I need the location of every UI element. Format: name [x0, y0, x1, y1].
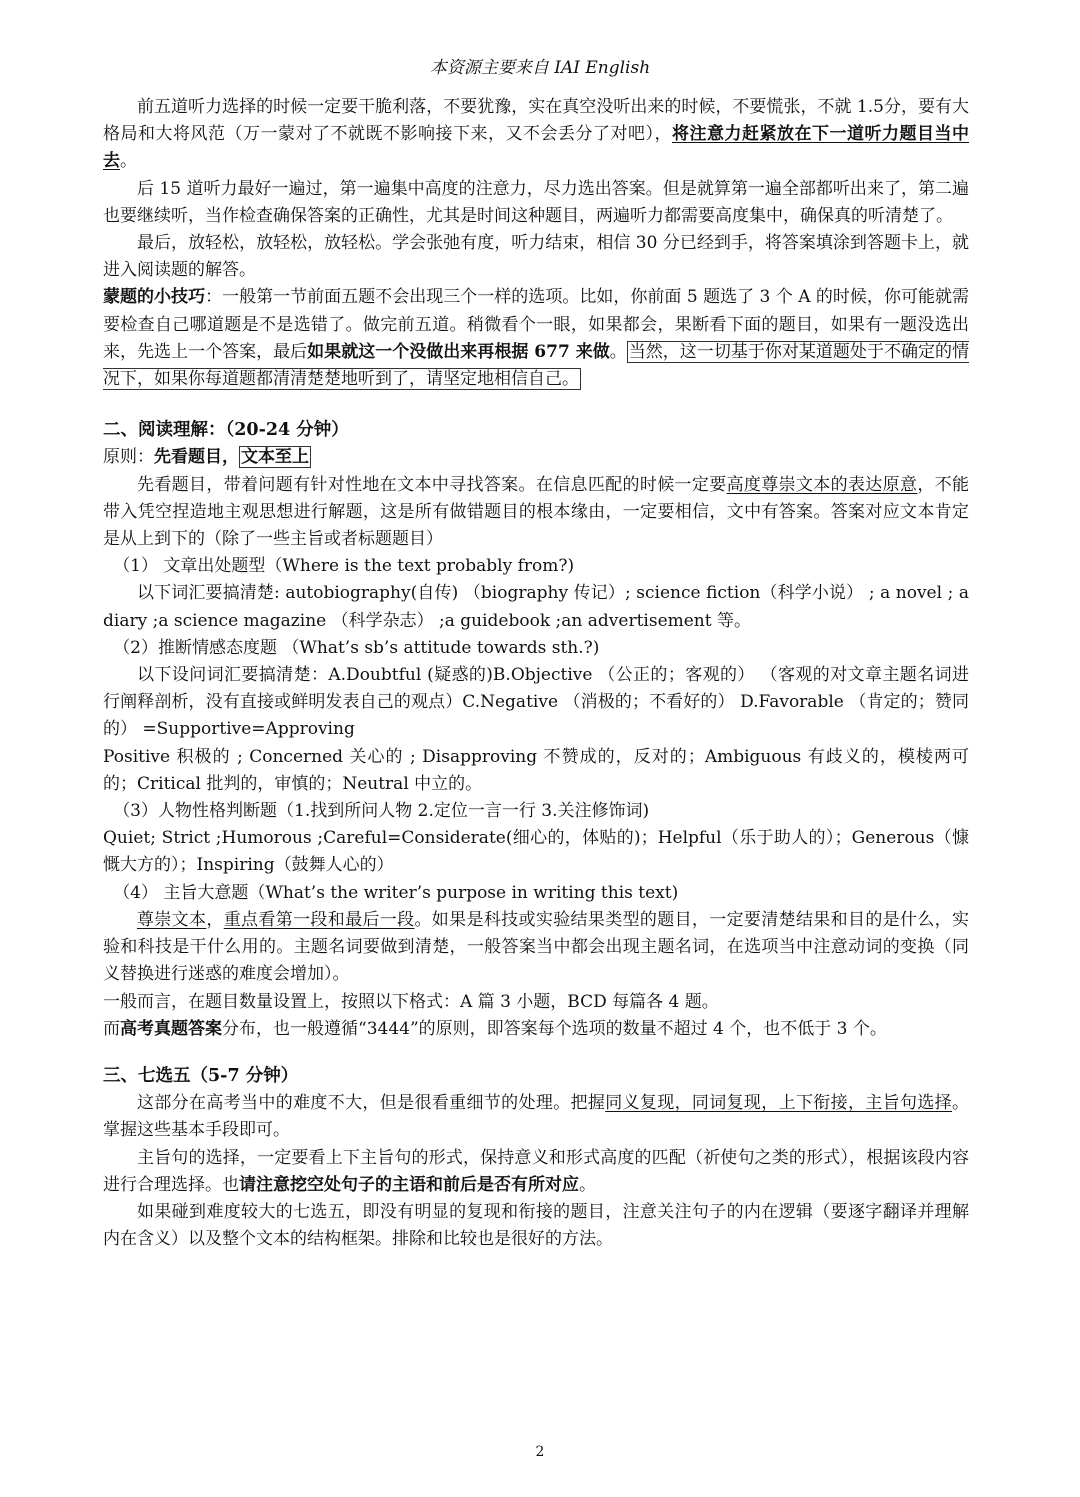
- reading-principle: [103, 444, 969, 471]
- question-type-4-title: （4） 主旨大意题（What’s the writer’s purpose in writing this text): [113, 882, 679, 903]
- page-number: 2: [535, 1444, 545, 1460]
- text-run: 。: [120, 151, 137, 172]
- text-run: ，: [206, 909, 224, 930]
- underlined-text: 尊崇文本: [137, 909, 207, 930]
- principle-label: 原则：: [103, 447, 154, 468]
- page-header: 本资源主要来自 IAI English: [429, 58, 651, 78]
- question-type-2-body-continued: Positive 积极的 ; Concerned 关心的 ; Disapproving 不赞成的，反对的；Ambiguous 有歧义的，模棱两可的；Critical 批判的，审慎的；Neutral 中立的。: [103, 746, 969, 794]
- text-run: 前五道听力选择的时候一定要干脆利落，不要犹豫，实在真空没听出来的时候，不要慌张，不就 1.5分，要有大格局和大将风范（万一蒙对了不就既不影响接下来，又不会丢分了对吧），: [103, 97, 969, 145]
- text-run: 。: [609, 341, 627, 362]
- spacer: [103, 1043, 969, 1063]
- text-run: 。: [579, 1174, 596, 1195]
- text-run: 分布，也一般遵循“3444”的原则，即答案每个选项的数量不超过 4 个，也不低于 3 个。: [222, 1018, 887, 1039]
- text-run: 。掌握这些基本手段即可。: [103, 1093, 970, 1141]
- underlined-text: 同义复现，同词复现，上下衔接，主旨句选择: [605, 1093, 953, 1114]
- question-count-note: 一般而言，在题目数量设置上，按照以下格式：A 篇 3 小题，BCD 每篇各 4 题。: [103, 991, 719, 1012]
- question-type-3-body: Quiet; Strict ;Humorous ;Careful=Considerate(细心的，体贴的)；Helpful（乐于助人的）；Generous（慷慨大方的）；Inspiring（鼓舞人心的）: [103, 828, 969, 876]
- listening-paragraph-2: 后 15 道听力最好一遍过，第一遍集中高度的注意力，尽力选出答案。但是就算第一遍全部都听出来了，第二遍也要继续听，当作检查确保答案的正确性，尤其是时间这种题目，两遍听力都需要高度集中，确保真的听清楚了。: [103, 178, 969, 226]
- text-run: 主旨句的选择，一定要看上下主旨句的形式，保持意义和形式高度的匹配（祈使句之类的形式），根据该段内容进行合理选择。也: [103, 1147, 969, 1195]
- reading-heading: 二、阅读理解：（20-24 分钟）: [103, 420, 349, 441]
- guessing-tip-paragraph: [103, 284, 969, 393]
- reading-intro: [103, 472, 969, 554]
- text-run: ：一般第一节前面五题不会出现三个一样的选项。比如，你前面 5 题选了 3 个 A 的时候，你可能就需要检查自己哪道题是不是选错了。做完前五道。稍微看个一眼，如果都会，果断看下面的题目，如果有一题没选出来，先选上一个答案，最后: [103, 287, 969, 362]
- boxed-emphasis: 文本至上: [241, 447, 309, 468]
- emphasis-text: 高考真题答案: [120, 1018, 222, 1039]
- text-run: ，不能带入凭空捏造地主观思想进行解题，这是所有做错题目的根本缘由，一定要相信，文中有答案。答案对应文本肯定是从上到下的（除了一些主旨或者标题题目）: [103, 474, 970, 550]
- seven-paragraph-2: [103, 1145, 969, 1199]
- underlined-text: 重点看第一段和最后一段: [223, 909, 415, 930]
- seven-paragraph-1: [103, 1090, 969, 1144]
- text-run: 先看题目，带着问题有针对性地在文本中寻找答案。在信息匹配的时候一定要: [137, 474, 727, 495]
- emphasis-text: 请注意挖空处句子的主语和前后是否有所对应: [239, 1174, 579, 1195]
- question-type-2-body: 以下设问词汇要搞清楚：A.Doubtful (疑惑的)B.Objective （公正的；客观的） （客观的对文章主题名词进行阐释剖析，没有直接或鲜明发表自己的观点）C.Negative （消极的；不看好的） D.Favorable （肯定的；赞同的） =Supportive=Approving: [103, 665, 969, 740]
- listening-paragraph-1: [103, 94, 969, 176]
- question-type-1-body: 以下词汇要搞清楚: autobiography(自传) （biography 传记）; science fiction（科学小说） ; a novel ; a diary ;a science magazine （科学杂志） ;a guidebook ;an advertisement 等。: [103, 583, 969, 631]
- question-type-2-title: （2）推断情感态度题 （What’s sb’s attitude towards sth.?): [113, 637, 600, 658]
- text-run: 而: [103, 1018, 120, 1039]
- emphasis-text: 将注意力赶紧放在下一道听力题目当中去: [103, 124, 969, 172]
- question-type-4-body: [103, 907, 969, 989]
- listening-paragraph-3: 最后，放轻松，放轻松，放轻松。学会张弛有度，听力结束，相信 30 分已经到手，将答案填涂到答题卡上，就进入阅读题的解答。: [103, 233, 969, 281]
- emphasis-text: 先看题目，: [154, 447, 239, 468]
- emphasis-text: 如果就这一个没做出来再根据 677 来做: [307, 341, 610, 362]
- tip-label: 蒙题的小技巧: [103, 287, 206, 308]
- seven-choose-five-heading: 三、七选五（5-7 分钟）: [103, 1065, 299, 1086]
- question-type-1-title: （1） 文章出处题型（Where is the text probably from?): [113, 556, 575, 577]
- question-type-3-title: （3）人物性格判断题（1.找到所问人物 2.定位一言一行 3.关注修饰词): [113, 801, 650, 822]
- answer-distribution-note: [103, 1016, 969, 1043]
- spacer: [103, 393, 969, 417]
- boxed-note: 当然，这一切基于你对某道题处于不确定的情况下，如果你每道题都清清楚楚地听到了，请坚定地相信自己。: [103, 341, 970, 390]
- text-run: 这部分在高考当中的难度不大，但是很看重细节的处理。把握: [137, 1093, 606, 1114]
- seven-paragraph-3: 如果碰到难度较大的七选五，即没有明显的复现和衔接的题目，注意关注句子的内在逻辑（要逐字翻译并理解内在含义）以及整个文本的结构框架。排除和比较也是很好的方法。: [103, 1201, 969, 1250]
- text-run: 。如果是科技或实验结果类型的题目，一定要清楚结果和目的是什么，实验和科技是干什么用的。主题名词要做到清楚，一般答案当中都会出现主题名词，在选项当中注意动词的变换（同义替换进行迷惑的难度会增加）。: [103, 909, 970, 985]
- page-content: [103, 94, 969, 1253]
- underlined-text: 高度尊崇文本的表达原意: [726, 474, 918, 495]
